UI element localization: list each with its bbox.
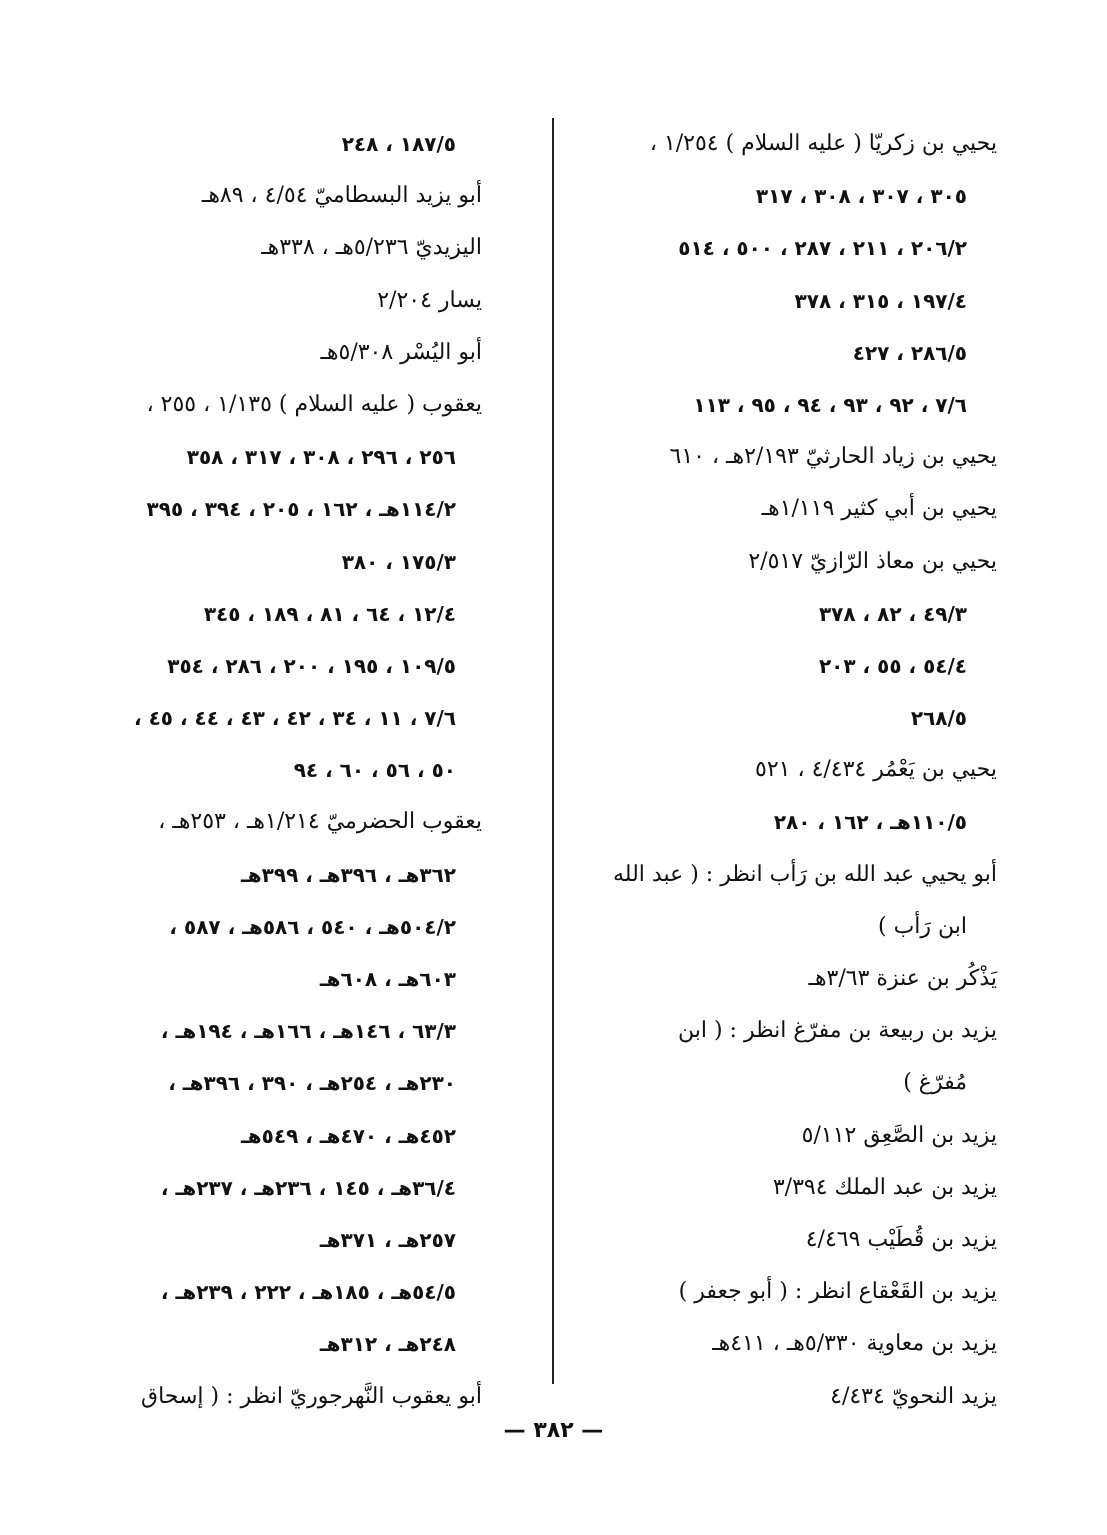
index-entry-line: يزيد بن معاوية ٥/٣٣٠هـ ، ٤١١هـ (712, 1331, 997, 1357)
index-entry-line: يزيد بن عبد الملك ٣/٣٩٤ (772, 1174, 997, 1200)
index-entry-line: ابن رَأب ) (878, 913, 967, 939)
index-entry-line: ٥٤/٥هـ ، ١٨٥هـ ، ٢٢٢ ، ٢٣٩هـ ، (160, 1280, 456, 1305)
index-entry-line: اليزيديّ ٥/٢٣٦هـ ، ٣٣٨هـ (261, 235, 482, 261)
index-entry-line: ١٩٧/٤ ، ٣١٥ ، ٣٧٨ (794, 288, 967, 313)
index-entry-line: ٢٣٠هـ ، ٢٥٤هـ ، ٣٩٠ ، ٣٩٦هـ ، (168, 1071, 456, 1096)
index-entry-line: ١١٤/٢هـ ، ١٦٢ ، ٢٠٥ ، ٣٩٤ ، ٣٩٥ (146, 497, 456, 522)
column-divider (552, 118, 554, 1384)
index-entry-line: يزيد النحويّ ٤/٤٣٤ (830, 1383, 997, 1409)
index-entry-line: يعقوب الحضرميّ ١/٢١٤هـ ، ٢٥٣هـ ، (158, 809, 482, 835)
index-entry-line: أبو يحيي عبد الله بن رَأب انظر : ( عبد الله (613, 861, 997, 887)
index-entry-line: ٦٣/٣ ، ١٤٦هـ ، ١٦٦هـ ، ١٩٤هـ ، (160, 1019, 456, 1044)
index-entry-line: مُفرّغ ) (903, 1070, 967, 1096)
index-entry-line: ١١٠/٥هـ ، ١٦٢ ، ٢٨٠ (773, 810, 967, 835)
index-entry-line: ٢٨٦/٥ ، ٤٢٧ (852, 340, 967, 365)
index-entry-line: ٧/٦ ، ٩٢ ، ٩٣ ، ٩٤ ، ٩٥ ، ١١٣ (693, 392, 967, 417)
index-entry-line: ٣٦/٤هـ ، ١٤٥ ، ٢٣٦هـ ، ٢٣٧هـ ، (160, 1175, 456, 1200)
page-number: — ٣٨٢ — (503, 1418, 604, 1443)
index-entry-line: أبو اليُسْر ٥/٣٠٨هـ (320, 339, 482, 365)
index-entry-line: يحيي بن يَعْمُر ٤/٤٣٤ ، ٥٢١ (755, 757, 997, 783)
index-entry-line: أبو يزيد البسطاميّ ٤/٥٤ ، ٨٩هـ (201, 183, 482, 209)
index-entry-line: ٢٥٧هـ ، ٣٧١هـ (319, 1227, 456, 1252)
index-entry-line: ١٠٩/٥ ، ١٩٥ ، ٢٠٠ ، ٢٨٦ ، ٣٥٤ (167, 653, 456, 678)
index-entry-line: يعقوب ( عليه السلام ) ١/١٣٥ ، ٢٥٥ ، (146, 391, 482, 417)
index-entry-line: يزيد بن ربيعة بن مفرّغ انظر : ( ابن (678, 1018, 997, 1044)
index-entry-line: ١٧٥/٣ ، ٣٨٠ (341, 549, 456, 574)
right-column (567, 118, 997, 1423)
index-entry-line: يحيي بن زكريّا ( عليه السلام ) ١/٢٥٤ ، (649, 131, 997, 156)
index-entry-line: يحيي بن معاذ الرّازيّ ٢/٥١٧ (748, 548, 997, 574)
index-entry-line: ١٢/٤ ، ٦٤ ، ٨١ ، ١٨٩ ، ٣٤٥ (203, 601, 456, 626)
index-entry-line: ٤٩/٣ ، ٨٢ ، ٣٧٨ (818, 601, 967, 626)
index-entry-line: يزيد بن قُطَيْب ٤/٤٦٩ (805, 1226, 997, 1252)
index-entry-line: ٣٦٢هـ ، ٣٩٦هـ ، ٣٩٩هـ (240, 862, 456, 887)
index-entry-line: يزيد بن الصَّعِق ٥/١١٢ (801, 1122, 997, 1148)
index-entry-line: ٢٥٦ ، ٢٩٦ ، ٣٠٨ ، ٣١٧ ، ٣٥٨ (186, 445, 456, 470)
index-entry-line: ٤٥٢هـ ، ٤٧٠هـ ، ٥٤٩هـ (240, 1123, 456, 1148)
index-entry-line: ٥٠ ، ٥٦ ، ٦٠ ، ٩٤ (293, 758, 456, 783)
index-entry-line: يَذْكُر بن عنزة ٣/٦٣هـ (808, 966, 997, 991)
index-entry-line: ٥٠٤/٢هـ ، ٥٤٠ ، ٥٨٦هـ ، ٥٨٧ ، (169, 914, 456, 939)
index-entry-line: ٢٠٦/٢ ، ٢١١ ، ٢٨٧ ، ٥٠٠ ، ٥١٤ (678, 236, 967, 261)
index-entry-line: ٣٠٥ ، ٣٠٧ ، ٣٠٨ ، ٣١٧ (755, 184, 967, 209)
index-entry-line: ٥٤/٤ ، ٥٥ ، ٢٠٣ (818, 653, 967, 678)
index-entry-line: يحيي بن أبي كثير ١/١١٩هـ (761, 496, 997, 522)
left-column (102, 118, 482, 1423)
index-entry-line: يزيد بن القَعْقاع انظر : ( أبو جعفر ) (678, 1279, 997, 1305)
index-entry-line: ١٨٧/٥ ، ٢٤٨ (341, 132, 456, 156)
index-entry-line: ٦٠٣هـ ، ٦٠٨هـ (319, 967, 456, 991)
index-entry-line: ٧/٦ ، ١١ ، ٣٤ ، ٤٢ ، ٤٣ ، ٤٤ ، ٤٥ ، (134, 706, 456, 731)
index-entry-line: يحيي بن زياد الحارثيّ ٢/١٩٣هـ ، ٦١٠ (669, 444, 997, 470)
index-entry-line: ٢٦٨/٥ (910, 706, 967, 731)
index-entry-line: ٢٤٨هـ ، ٣١٢هـ (319, 1332, 456, 1357)
index-entry-line: أبو يعقوب النَّهرجوريّ انظر : ( إسحاق (141, 1383, 482, 1409)
index-entry-line: يسار ٢/٢٠٤ (377, 287, 482, 313)
